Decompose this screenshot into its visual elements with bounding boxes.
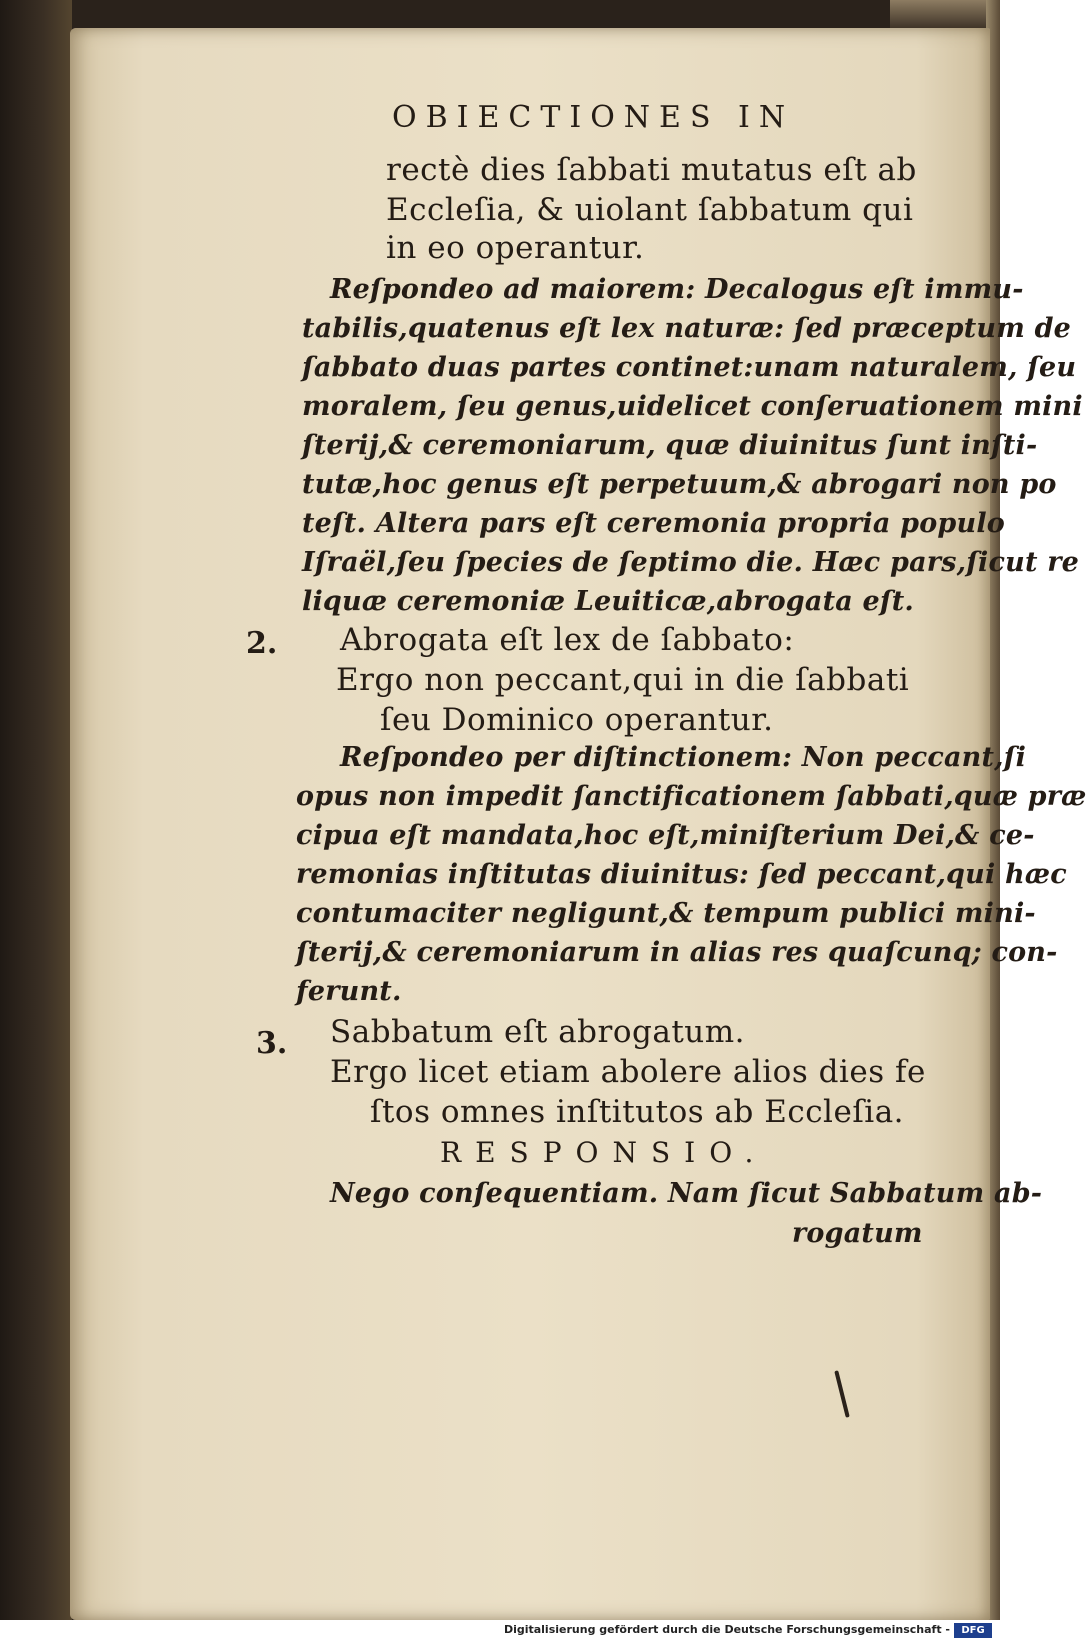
reply-line: Reſpondeo per diſtinctionem: Non peccant,ſi bbox=[340, 742, 1027, 773]
objection-line: Ergo non peccant,qui in die ſabbati bbox=[336, 662, 910, 698]
objection-line: Ergo licet etiam abolere alios dies fe bbox=[330, 1054, 926, 1090]
text-line: in eo operantur. bbox=[386, 230, 645, 266]
text-line: ſterij,& ceremoniarum, quæ diuinitus ſunt inſti- bbox=[302, 430, 1038, 461]
text-line: tutæ,hoc genus eſt perpetuum,& abrogari non po bbox=[302, 469, 1057, 500]
text-line: teſt. Altera pars eſt ceremonia propria populo bbox=[302, 508, 1005, 539]
response-heading: RESPONSIO. bbox=[440, 1136, 768, 1169]
text-line: Eccleſia, & uiolant ſabbatum qui bbox=[386, 192, 914, 228]
dfg-logo: DFG bbox=[954, 1623, 992, 1638]
objection-line: Abrogata eſt lex de ſabbato: bbox=[340, 622, 795, 658]
text-line: moralem, ſeu genus,uidelicet conſeruationem mini bbox=[302, 391, 1083, 422]
reply-line: remonias inſtitutas diuinitus: ſed peccant,qui hæc bbox=[296, 859, 1067, 890]
running-header: OBIECTIONES IN bbox=[392, 100, 795, 135]
objection-line: ſtos omnes inſtitutos ab Eccleſia. bbox=[370, 1094, 905, 1130]
objection-number: 3. bbox=[256, 1026, 288, 1061]
reply-line: rogatum bbox=[792, 1218, 923, 1249]
reply-line: ferunt. bbox=[296, 976, 402, 1007]
reply-line: Nego conſequentiam. Nam ſicut Sabbatum ab- bbox=[330, 1178, 1043, 1209]
text-line: tabilis,quatenus eſt lex naturæ: ſed præceptum de bbox=[302, 313, 1072, 344]
text-line: liquæ ceremoniæ Leuiticæ,abrogata eſt. bbox=[302, 586, 915, 617]
text-line: ſabbato duas partes continet:unam naturalem, ſeu bbox=[302, 352, 1077, 383]
objection-number: 2. bbox=[246, 626, 278, 661]
text-line: Reſpondeo ad maiorem: Decalogus eſt immu- bbox=[330, 274, 1024, 305]
reply-line: contumaciter negligunt,& tempum publici mini- bbox=[296, 898, 1036, 929]
book-edge-left bbox=[0, 0, 72, 1620]
text-line: rectè dies ſabbati mutatus eſt ab bbox=[386, 152, 917, 188]
reply-line: cipua eſt mandata,hoc eſt,miniſterium Dei,& ce- bbox=[296, 820, 1035, 851]
reply-line: ſterij,& ceremoniarum in alias res quaſcunq; con- bbox=[296, 937, 1058, 968]
book-corner bbox=[890, 0, 1000, 30]
objection-line: ſeu Dominico operantur. bbox=[380, 702, 774, 738]
objection-line: Sabbatum eſt abrogatum. bbox=[330, 1014, 745, 1050]
reply-line: opus non impedit ſanctificationem ſabbati,quæ præ bbox=[296, 781, 1087, 812]
text-line: Iſraël,ſeu ſpecies de ſeptimo die. Hæc pars,ſicut re bbox=[302, 547, 1080, 578]
footer-credit: Digitalisierung gefördert durch die Deutsche Forschungsgemeinschaft - bbox=[503, 1623, 950, 1636]
